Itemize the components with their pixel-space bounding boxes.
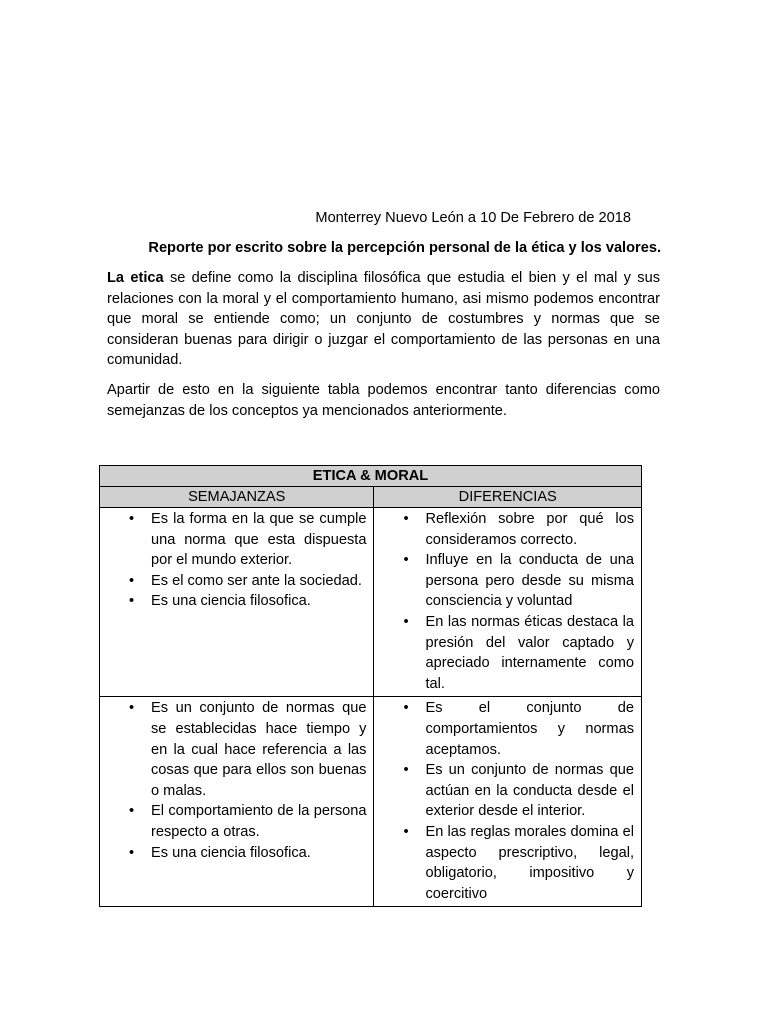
list-item: • Reflexión sobre por qué los consideramos correcto.: [374, 509, 634, 550]
list-item: • Es un conjunto de normas que actúan en la conducta desde el exterior desde el interior.: [374, 760, 634, 822]
column-header-semejanzas: SEMAJANZAS: [100, 487, 374, 508]
table-header-row: [100, 487, 642, 508]
table-cell-diferencias: [374, 697, 642, 907]
list-item: • Influye en la conducta de una persona pero desde su misma consciencia y voluntad: [374, 550, 634, 612]
paragraph-definition-text: se define como la disciplina filosófica que estudia el bien y el mal y sus relaciones con la moral y el comportamiento humano, asi mismo podemos encontrar que moral se entiende como; un conjunto de costumbres y normas que se consideran buenas para dirigir o juzgar el comportamiento de las personas en una comunidad.: [107, 270, 660, 369]
bullet-list: [374, 508, 641, 696]
list-item: • En las reglas morales domina el aspecto prescriptivo, legal, obligatorio, impositivo y coercitivo: [374, 822, 634, 904]
list-item: • Es el como ser ante la sociedad.: [100, 571, 366, 592]
table-title: ETICA & MORAL: [100, 466, 642, 487]
date-line: Monterrey Nuevo León a 10 De Febrero de 2018: [315, 210, 631, 226]
report-title: Reporte por escrito sobre la percepción personal de la ética y los valores.: [148, 240, 661, 256]
list-item: • Es la forma en la que se cumple una norma que esta dispuesta por el mundo exterior.: [100, 509, 366, 571]
paragraph-lead-term: La etica: [107, 270, 164, 286]
table-title-row: [100, 466, 642, 487]
list-item: • En las normas éticas destaca la presión del valor captado y apreciado internamente como tal.: [374, 612, 634, 694]
paragraph-intro-table: Apartir de esto en la siguiente tabla podemos encontrar tanto diferencias como semejanzas de los conceptos ya mencionados anteriormente.: [107, 382, 660, 419]
table-row: [100, 508, 642, 697]
comparison-table: [99, 465, 642, 907]
paragraph-definition: [107, 268, 660, 371]
bullet-list: [100, 697, 373, 865]
bullet-list: [374, 697, 641, 906]
table-cell-semejanzas: [100, 697, 374, 907]
table-row: [100, 697, 642, 907]
table-cell-diferencias: [374, 508, 642, 697]
column-header-diferencias: DIFERENCIAS: [374, 487, 642, 508]
list-item: • Es el conjunto de comportamientos y normas aceptamos.: [374, 698, 634, 760]
list-item: • Es un conjunto de normas que se establecidas hace tiempo y en la cual hace referencia a las cosas que para ellos son buenas o malas.: [100, 698, 366, 801]
list-item: • El comportamiento de la persona respecto a otras.: [100, 801, 366, 842]
list-item: • Es una ciencia filosofica.: [100, 843, 366, 864]
bullet-list: [100, 508, 373, 614]
table-cell-semejanzas: [100, 508, 374, 697]
list-item: • Es una ciencia filosofica.: [100, 591, 366, 612]
